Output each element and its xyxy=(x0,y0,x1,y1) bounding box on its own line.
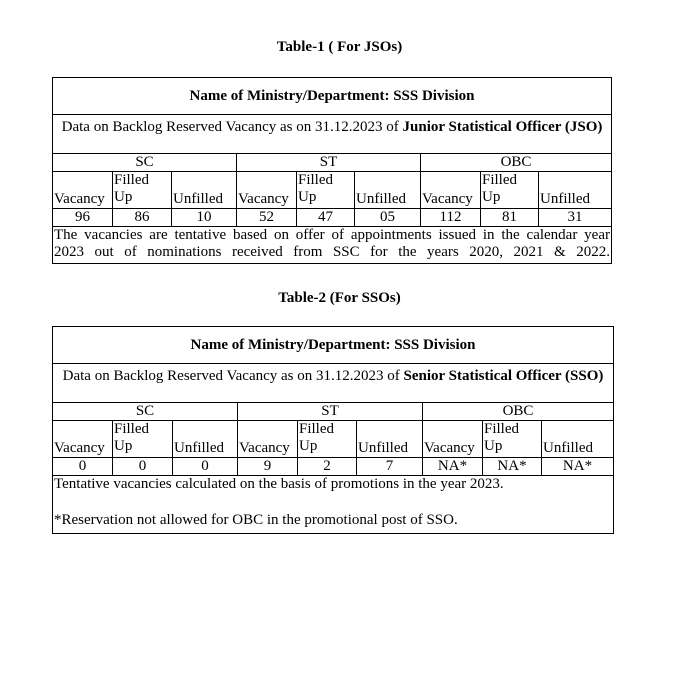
data-description-cell xyxy=(53,364,614,403)
filled-line: Filled xyxy=(298,172,334,188)
filled-line: Filled xyxy=(299,421,335,437)
post-name: Junior Statistical Officer (JSO) xyxy=(402,119,603,135)
note-line: 2023 out of nominations received from SSC for the years 2020, 2021 & 2022. xyxy=(54,244,610,260)
sc-vacancy-value: 96 xyxy=(53,209,113,227)
subheader-unfilled: Unfilled xyxy=(539,172,612,209)
subheader-unfilled: Unfilled xyxy=(173,421,238,458)
st-vacancy-value: 52 xyxy=(237,209,297,227)
st-filled-value: 2 xyxy=(298,458,357,476)
subheader-vacancy: Vacancy xyxy=(238,421,298,458)
post-name: Senior Statistical Officer (SSO) xyxy=(403,368,604,384)
group-header-st: ST xyxy=(237,154,421,172)
table2-caption: Table-2 (For SSOs) xyxy=(278,290,401,306)
subheader-unfilled: Unfilled xyxy=(357,421,423,458)
subheader-vacancy: Vacancy xyxy=(423,421,483,458)
jso-vacancy-table xyxy=(52,77,612,264)
group-header-sc: SC xyxy=(53,154,237,172)
obc-unfilled-value: 31 xyxy=(539,209,612,227)
st-unfilled-value: 7 xyxy=(357,458,423,476)
subheader-filled-up xyxy=(113,172,172,209)
ministry-name-cell: Name of Ministry/Department: SSS Division xyxy=(53,78,612,115)
group-header-obc: OBC xyxy=(421,154,612,172)
filled-line: Filled xyxy=(482,172,518,188)
up-line: Up xyxy=(482,189,501,205)
subheader-filled-up xyxy=(113,421,173,458)
table-note xyxy=(53,476,614,534)
table-note xyxy=(53,227,612,264)
filled-line: Filled xyxy=(114,172,150,188)
subheader-vacancy: Vacancy xyxy=(53,172,113,209)
subheader-filled-up xyxy=(298,421,357,458)
up-line: Up xyxy=(484,438,503,454)
note-line: *Reservation not allowed for OBC in the promotional post of SSO. xyxy=(54,512,458,528)
subheader-vacancy: Vacancy xyxy=(421,172,481,209)
st-unfilled-value: 05 xyxy=(355,209,421,227)
ministry-name-cell: Name of Ministry/Department: SSS Division xyxy=(53,327,614,364)
data-description-text: Data on Backlog Reserved Vacancy as on 31.12.2023 of xyxy=(62,368,404,384)
obc-filled-value: NA* xyxy=(483,458,542,476)
up-line: Up xyxy=(114,189,133,205)
subheader-filled-up xyxy=(297,172,355,209)
up-line: Up xyxy=(114,438,133,454)
sc-filled-value: 86 xyxy=(113,209,172,227)
subheader-vacancy: Vacancy xyxy=(237,172,297,209)
obc-unfilled-value: NA* xyxy=(542,458,614,476)
subheader-unfilled: Unfilled xyxy=(172,172,237,209)
obc-vacancy-value: NA* xyxy=(423,458,483,476)
note-spacer xyxy=(54,493,612,512)
filled-line: Filled xyxy=(114,421,150,437)
up-line: Up xyxy=(299,438,318,454)
sso-vacancy-table xyxy=(52,326,614,534)
sc-filled-value: 0 xyxy=(113,458,173,476)
subheader-filled-up xyxy=(483,421,542,458)
sc-unfilled-value: 0 xyxy=(173,458,238,476)
up-line: Up xyxy=(298,189,317,205)
note-line: The vacancies are tentative based on offer of appointments issued in the calendar year xyxy=(54,227,610,243)
sc-unfilled-value: 10 xyxy=(172,209,237,227)
note-line: Tentative vacancies calculated on the basis of promotions in the year 2023. xyxy=(54,476,504,492)
st-filled-value: 47 xyxy=(297,209,355,227)
st-vacancy-value: 9 xyxy=(238,458,298,476)
group-header-obc: OBC xyxy=(423,403,614,421)
filled-line: Filled xyxy=(484,421,520,437)
table-row xyxy=(53,209,612,227)
data-description-cell xyxy=(53,115,612,154)
group-header-st: ST xyxy=(238,403,423,421)
data-description-text: Data on Backlog Reserved Vacancy as on 31.12.2023 of xyxy=(61,119,403,135)
subheader-vacancy: Vacancy xyxy=(53,421,113,458)
group-header-sc: SC xyxy=(53,403,238,421)
obc-vacancy-value: 112 xyxy=(421,209,481,227)
table-row xyxy=(53,458,614,476)
obc-filled-value: 81 xyxy=(481,209,539,227)
sc-vacancy-value: 0 xyxy=(53,458,113,476)
subheader-unfilled: Unfilled xyxy=(355,172,421,209)
table1-caption: Table-1 ( For JSOs) xyxy=(276,39,403,55)
subheader-filled-up xyxy=(481,172,539,209)
subheader-unfilled: Unfilled xyxy=(542,421,614,458)
